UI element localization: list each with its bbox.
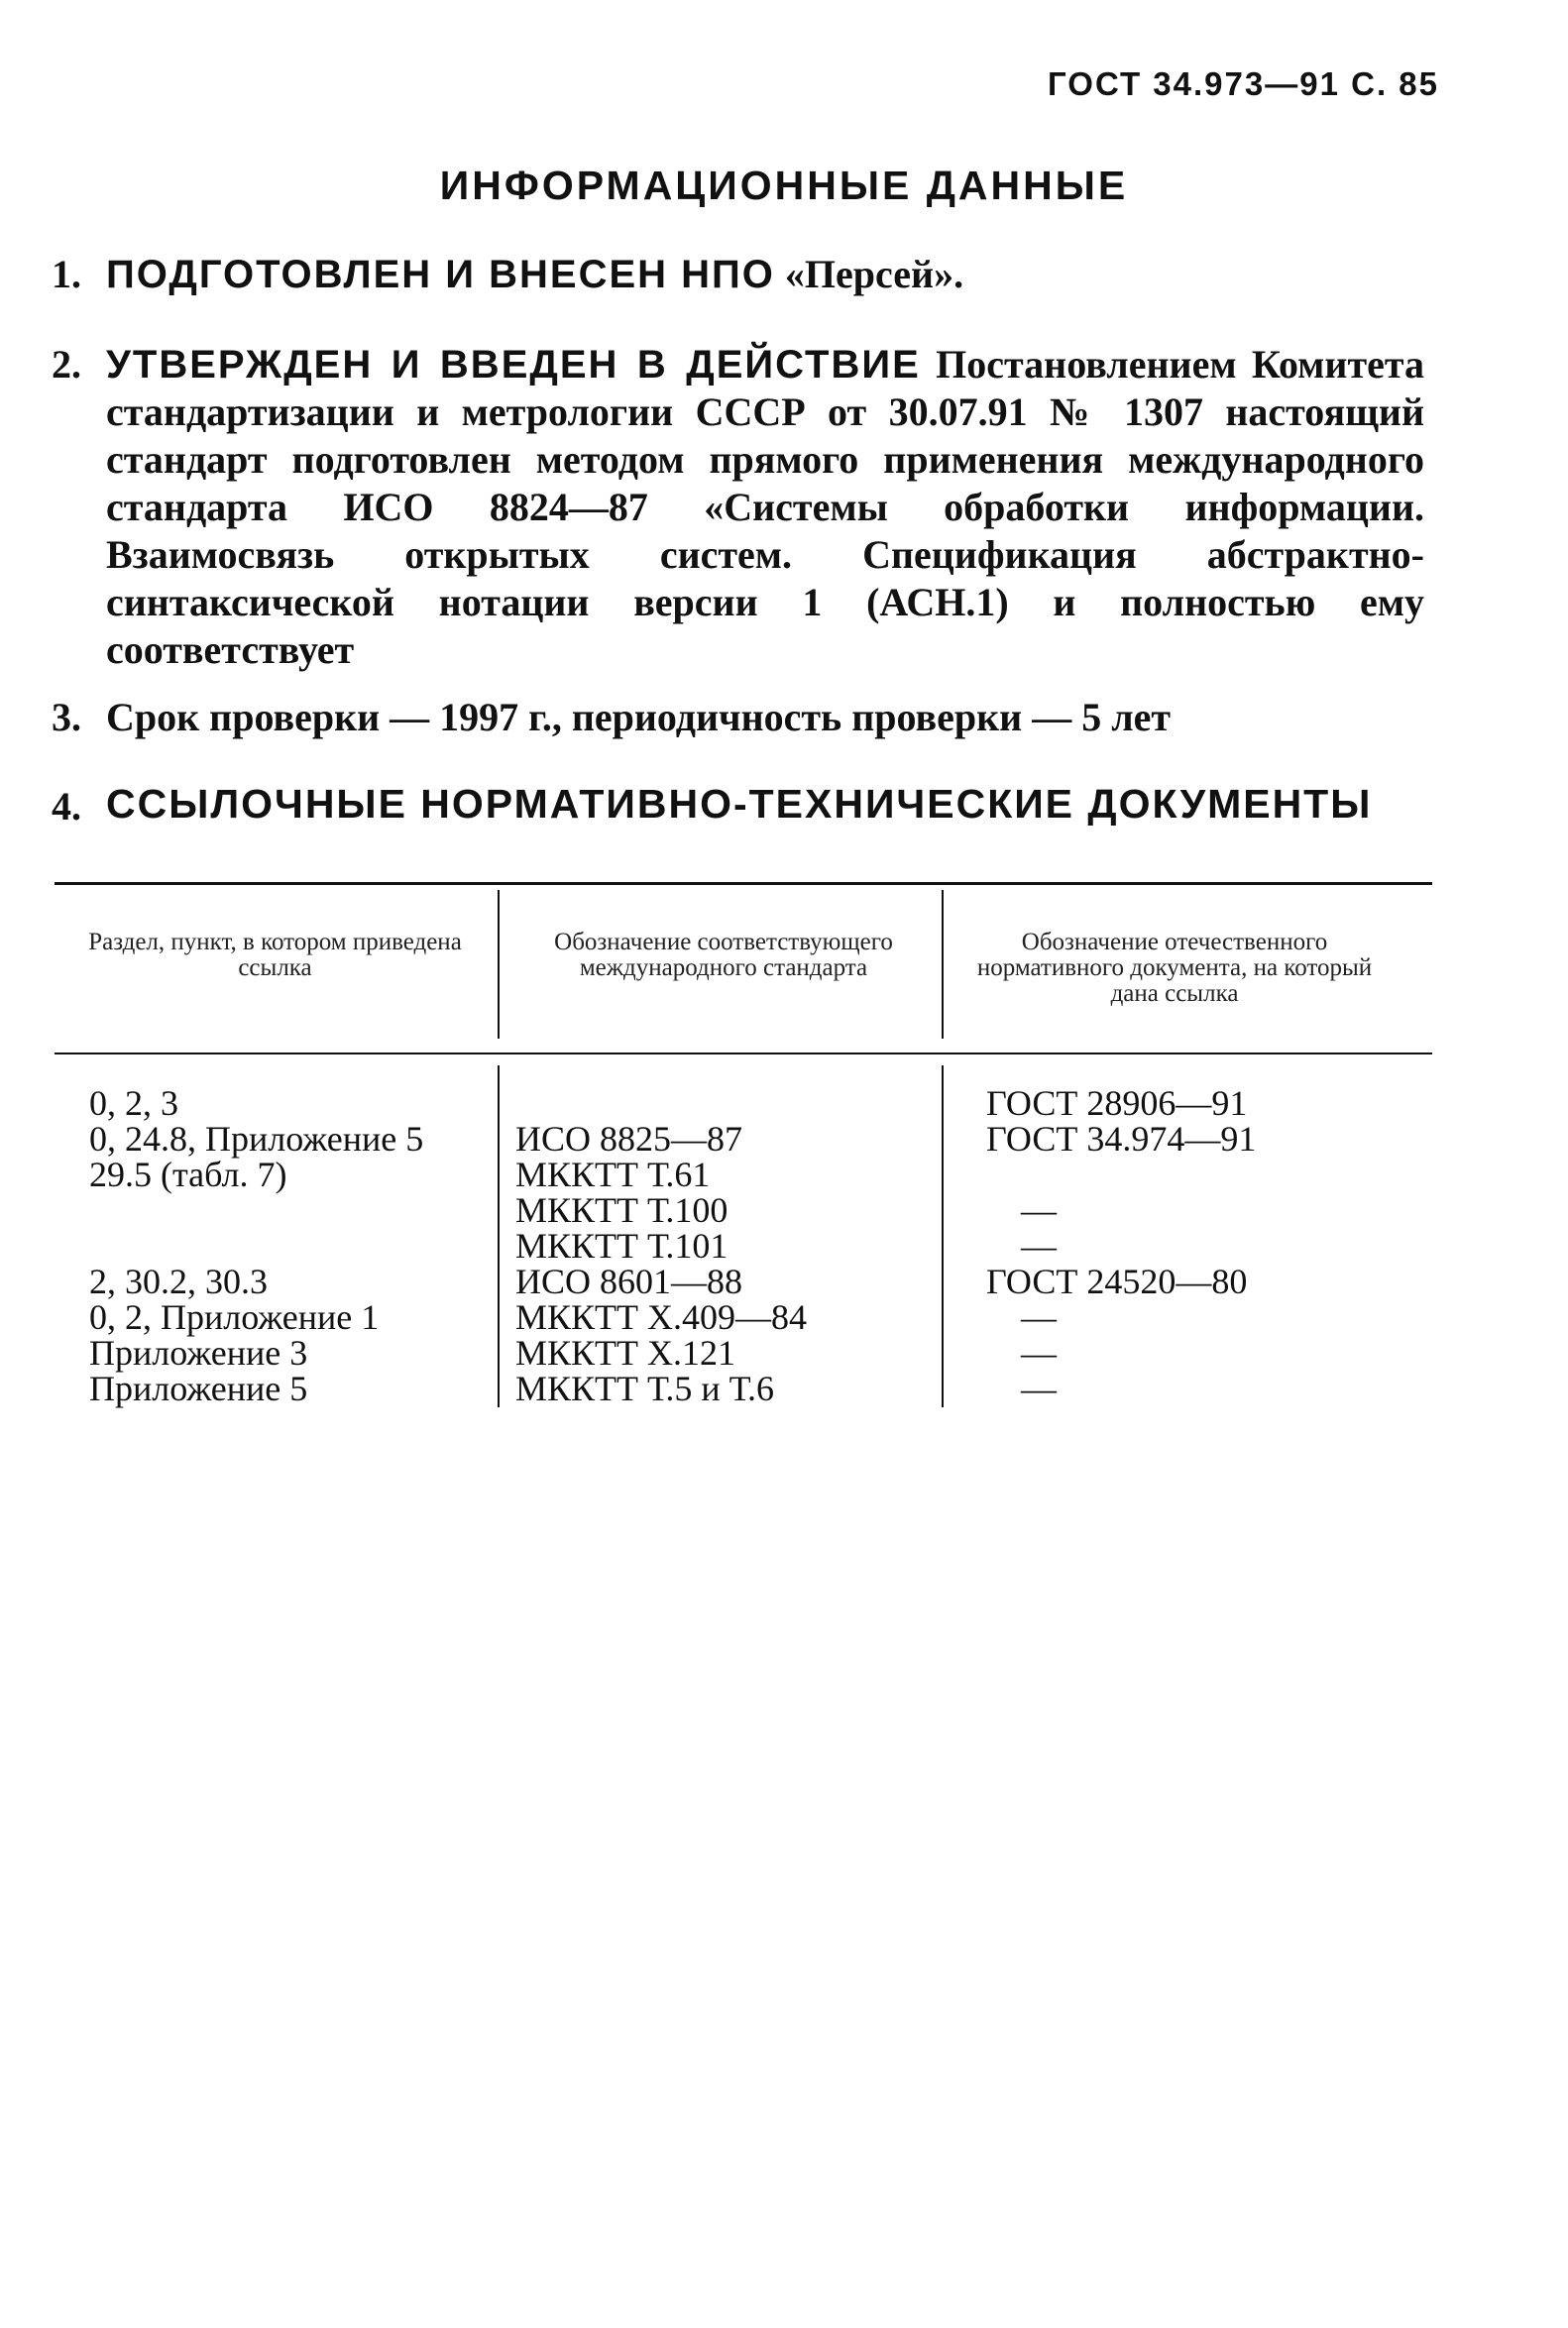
table-cell — [986, 1157, 1412, 1192]
header-divider-2 — [942, 890, 944, 1039]
item-heading: ССЫЛОЧНЫЕ НОРМАТИВНО-ТЕХНИЧЕСКИЕ ДОКУМЕНТЫ — [106, 781, 1373, 827]
info-item-4 — [52, 783, 1429, 831]
table-cell: МККТТ Х.409—84 — [515, 1297, 808, 1337]
item-text: «Персей». — [784, 252, 964, 296]
table-cell: МККТТ Х.121 — [515, 1333, 736, 1373]
table-cell: МККТТ Т.61 — [515, 1155, 711, 1194]
table-cell — [515, 1085, 932, 1121]
info-item-2 — [52, 341, 1429, 674]
table-column-national — [986, 1085, 1412, 1406]
body-divider-2 — [942, 1065, 944, 1407]
table-cell — [89, 1192, 491, 1228]
table-column-international — [515, 1085, 932, 1406]
table-cell: Приложение 3 — [89, 1333, 308, 1373]
item-number: 1. — [52, 252, 81, 296]
table-cell: 0, 24.8, Приложение 5 — [89, 1119, 424, 1159]
item-heading: ПОДГОТОВЛЕН И ВНЕСЕН НПО — [106, 253, 775, 296]
table-cell: — — [1021, 1297, 1057, 1337]
table-header-rule — [55, 1053, 1432, 1054]
table-cell: ГОСТ 28906—91 — [986, 1083, 1248, 1123]
table-header-international: Обозначение соответствующего международного стандарта — [554, 929, 893, 981]
item-text: Постановлением Комитета стандартизации и метрологии СССР от 30.07.91 № 1307 настоящий стандарт подготовлен методом прямого применения международного стандарта ИСО 8824—87 «Системы обработки информации. Взаимосвязь открытых систем. Спецификация абстрактно-синтаксической нотации версии 1 (АСН.1) и полностью ему соответствует — [106, 342, 1425, 672]
table-cell: — — [1021, 1369, 1057, 1408]
header-divider-1 — [498, 890, 500, 1039]
table-cell: — — [1021, 1333, 1057, 1373]
table-cell: МККТТ Т.100 — [515, 1190, 728, 1230]
info-item-1 — [52, 251, 1429, 298]
table-cell: МККТТ Т.101 — [515, 1226, 728, 1266]
item-text: Срок проверки — 1997 г., периодичность проверки — 5 лет — [106, 695, 1172, 739]
table-cell: ИСО 8601—88 — [515, 1262, 743, 1301]
table-cell: 0, 2, 3 — [89, 1083, 178, 1123]
table-cell: 2, 30.2, 30.3 — [89, 1262, 268, 1301]
info-item-3 — [52, 694, 1429, 741]
item-number: 4. — [52, 784, 81, 829]
table-header-section: Раздел, пункт, в котором приведена ссылка — [88, 929, 462, 981]
item-number: 2. — [52, 342, 81, 387]
table-cell: ИСО 8825—87 — [515, 1119, 743, 1159]
table-cell: 29.5 (табл. 7) — [89, 1155, 287, 1194]
table-cell: МККТТ Т.5 и Т.6 — [515, 1369, 775, 1408]
table-column-section — [89, 1085, 491, 1406]
table-cell: ГОСТ 34.974—91 — [986, 1119, 1257, 1159]
table-cell: — — [1021, 1190, 1057, 1230]
table-cell: Приложение 5 — [89, 1369, 308, 1408]
table-cell: ГОСТ 24520—80 — [986, 1262, 1248, 1301]
table-header-national: Обозначение отечественного нормативного документа, на который дана ссылка — [976, 929, 1373, 1007]
item-number: 3. — [52, 695, 81, 739]
table-top-rule — [55, 882, 1432, 885]
table-cell: — — [1021, 1226, 1057, 1266]
page-title: ИНФОРМАЦИОННЫЕ ДАННЫЕ — [439, 163, 1129, 208]
table-cell: 0, 2, Приложение 1 — [89, 1297, 380, 1337]
page-header: ГОСТ 34.973—91 С. 85 — [1048, 65, 1439, 102]
table-cell — [89, 1228, 491, 1264]
item-heading: УТВЕРЖДЕН И ВВЕДЕН В ДЕЙСТВИЕ — [106, 343, 921, 387]
body-divider-1 — [498, 1065, 500, 1407]
